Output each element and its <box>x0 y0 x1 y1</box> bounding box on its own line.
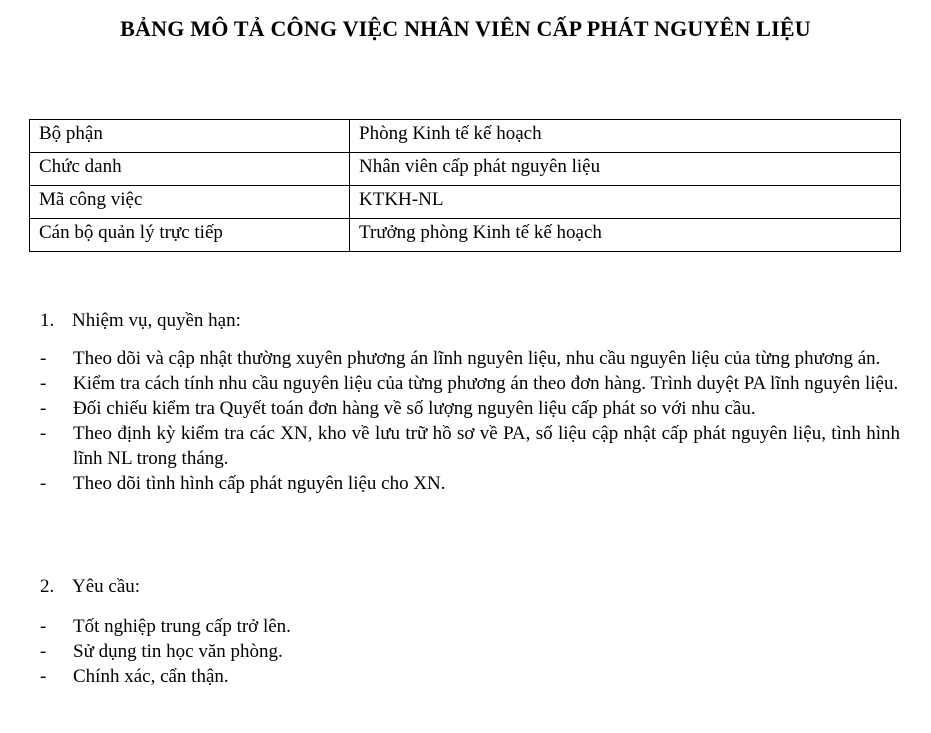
row-value-position: Nhân viên cấp phát nguyên liệu <box>350 153 901 186</box>
list-item-text: Đối chiếu kiểm tra Quyết toán đơn hàng về số lượng nguyên liệu cấp phát so với nhu cầu. <box>73 398 756 419</box>
duties-list <box>40 346 900 496</box>
section-number: 1. <box>40 310 55 331</box>
table-row <box>30 120 901 153</box>
list-item <box>40 471 900 496</box>
bullet-dash: - <box>40 616 47 637</box>
row-label-position: Chức danh <box>30 153 350 186</box>
row-value-department: Phòng Kinh tế kế hoạch <box>350 120 901 153</box>
list-item <box>40 371 900 396</box>
row-label-job-code: Mã công việc <box>30 186 350 219</box>
list-item-text: Theo dõi và cập nhật thường xuyên phương án lĩnh nguyên liệu, nhu cầu nguyên liệu của từng phương án. <box>73 348 881 369</box>
list-item-text: Theo định kỳ kiểm tra các XN, kho về lưu trữ hồ sơ về PA, số liệu cập nhật cấp phát nguyên liệu, tình hình lĩnh NL trong tháng. <box>73 423 900 469</box>
page-title: BẢNG MÔ TẢ CÔNG VIỆC NHÂN VIÊN CẤP PHÁT NGUYÊN LIỆU <box>120 16 811 41</box>
bullet-dash: - <box>40 666 47 687</box>
section-title: Yêu cầu: <box>72 576 141 597</box>
list-item-text: Sử dụng tin học văn phòng. <box>73 641 283 662</box>
list-item <box>40 396 900 421</box>
section-heading-requirements <box>40 576 140 598</box>
table-row <box>30 219 901 252</box>
table-row <box>30 186 901 219</box>
list-item-text: Tốt nghiệp trung cấp trở lên. <box>73 616 291 637</box>
bullet-dash: - <box>40 641 47 662</box>
list-item-text: Chính xác, cẩn thận. <box>73 666 229 687</box>
bullet-dash: - <box>40 373 47 394</box>
list-item <box>40 639 900 664</box>
list-item-text: Theo dõi tình hình cấp phát nguyên liệu cho XN. <box>73 473 446 494</box>
bullet-dash: - <box>40 398 47 419</box>
bullet-dash: - <box>40 473 47 494</box>
bullet-dash: - <box>40 348 47 369</box>
row-label-department: Bộ phận <box>30 120 350 153</box>
row-label-direct-manager: Cán bộ quản lý trực tiếp <box>30 219 350 252</box>
row-value-job-code: KTKH-NL <box>350 186 901 219</box>
section-number: 2. <box>40 576 55 597</box>
list-item <box>40 346 900 371</box>
section-heading-duties <box>40 310 241 332</box>
table-row <box>30 153 901 186</box>
list-item <box>40 614 900 639</box>
list-item <box>40 421 900 471</box>
bullet-dash: - <box>40 423 47 444</box>
section-title: Nhiệm vụ, quyền hạn: <box>72 310 241 331</box>
list-item <box>40 664 900 689</box>
row-value-direct-manager: Trưởng phòng Kinh tế kế hoạch <box>350 219 901 252</box>
list-item-text: Kiểm tra cách tính nhu cầu nguyên liệu của từng phương án theo đơn hàng. Trình duyệt PA lĩnh nguyên liệu. <box>73 373 899 394</box>
job-info-table <box>29 119 901 252</box>
requirements-list <box>40 614 900 689</box>
